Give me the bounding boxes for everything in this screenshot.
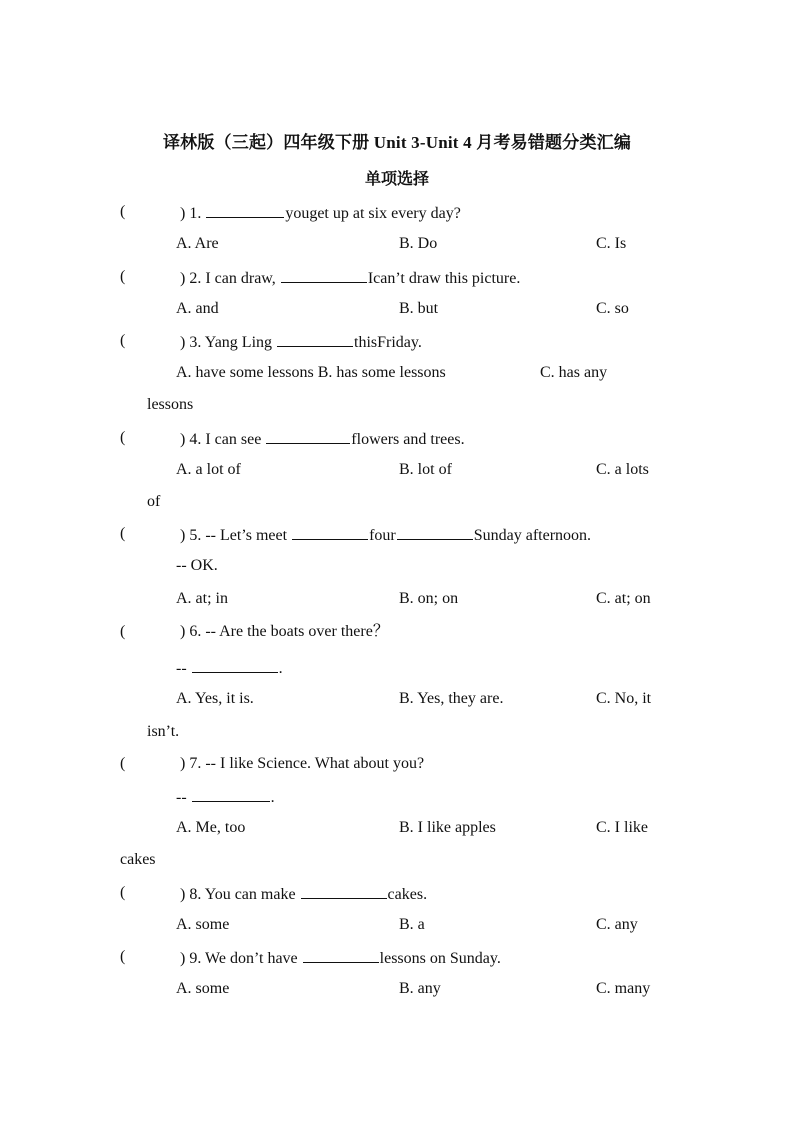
answer-paren: ( bbox=[120, 884, 126, 901]
option-c-wrap: cakes bbox=[120, 851, 156, 868]
dialogue-reply: -- OK. bbox=[176, 557, 218, 574]
section-heading: 单项选择 bbox=[364, 171, 429, 188]
option-c-wrap: of bbox=[147, 493, 161, 510]
option-b: B. lot of bbox=[399, 461, 452, 478]
option-c: C. Is bbox=[596, 235, 627, 252]
option-a: A. Yes, it is. bbox=[176, 690, 254, 707]
option-b: B. a bbox=[399, 916, 425, 933]
question-6: ) 6. -- Are the boats over there？ bbox=[180, 623, 389, 640]
question-1: ) 1. youget up at six every day? bbox=[180, 202, 461, 224]
question-2: ) 2. I can draw, Ican’t draw this picture. bbox=[180, 267, 520, 289]
option-c: C. has any bbox=[540, 364, 608, 381]
answer-paren: ( bbox=[120, 755, 126, 772]
option-a: A. some bbox=[176, 980, 230, 997]
answer-blank[interactable] bbox=[292, 524, 368, 540]
dialogue-reply: -- . bbox=[176, 657, 283, 679]
answer-blank[interactable] bbox=[206, 202, 284, 218]
answer-paren: ( bbox=[120, 623, 126, 640]
option-a: A. some bbox=[176, 916, 230, 933]
answer-blank[interactable] bbox=[397, 524, 473, 540]
option-a: A. Are bbox=[176, 235, 219, 252]
answer-blank[interactable] bbox=[266, 428, 350, 444]
option-c: C. many bbox=[596, 980, 651, 997]
question-9: ) 9. We don’t have lessons on Sunday. bbox=[180, 947, 501, 969]
option-a: A. Me, too bbox=[176, 819, 246, 836]
answer-blank[interactable] bbox=[277, 331, 353, 347]
option-a: A. at; in bbox=[176, 590, 228, 607]
answer-blank[interactable] bbox=[303, 947, 379, 963]
option-a: A. and bbox=[176, 300, 219, 317]
answer-blank[interactable] bbox=[281, 267, 367, 283]
question-4: ) 4. I can see flowers and trees. bbox=[180, 428, 465, 450]
option-c-wrap: lessons bbox=[147, 396, 194, 413]
answer-blank[interactable] bbox=[301, 883, 387, 899]
document-title: 译林版（三起）四年级下册 Unit 3-Unit 4 月考易错题分类汇编 bbox=[162, 133, 632, 152]
question-8: ) 8. You can make cakes. bbox=[180, 883, 427, 905]
option-a: A. a lot of bbox=[176, 461, 241, 478]
answer-paren: ( bbox=[120, 525, 126, 542]
option-b: B. Do bbox=[399, 235, 438, 252]
option-c: C. at; on bbox=[596, 590, 651, 607]
question-7: ) 7. -- I like Science. What about you? bbox=[180, 755, 425, 772]
answer-blank[interactable] bbox=[192, 657, 278, 673]
option-b: B. Yes, they are. bbox=[399, 690, 504, 707]
option-a-b: A. have some lessons B. has some lessons bbox=[176, 364, 446, 381]
option-c-wrap: isn’t. bbox=[147, 723, 180, 740]
answer-paren: ( bbox=[120, 268, 126, 285]
answer-blank[interactable] bbox=[192, 786, 270, 802]
option-c: C. I like bbox=[596, 819, 648, 836]
option-c: C. so bbox=[596, 300, 629, 317]
option-b: B. on; on bbox=[399, 590, 459, 607]
option-b: B. but bbox=[399, 300, 439, 317]
dialogue-reply: -- . bbox=[176, 786, 275, 808]
answer-paren: ( bbox=[120, 332, 126, 349]
question-3: ) 3. Yang Ling thisFriday. bbox=[180, 331, 422, 353]
question-5: ) 5. -- Let’s meet four Sunday afternoon. bbox=[180, 524, 591, 546]
option-b: B. any bbox=[399, 980, 441, 997]
option-c: C. No, it bbox=[596, 690, 652, 707]
answer-paren: ( bbox=[120, 429, 126, 446]
option-c: C. a lots bbox=[596, 461, 649, 478]
answer-paren: ( bbox=[120, 948, 126, 965]
option-c: C. any bbox=[596, 916, 638, 933]
option-b: B. I like apples bbox=[399, 819, 496, 836]
answer-paren: ( bbox=[120, 203, 126, 220]
